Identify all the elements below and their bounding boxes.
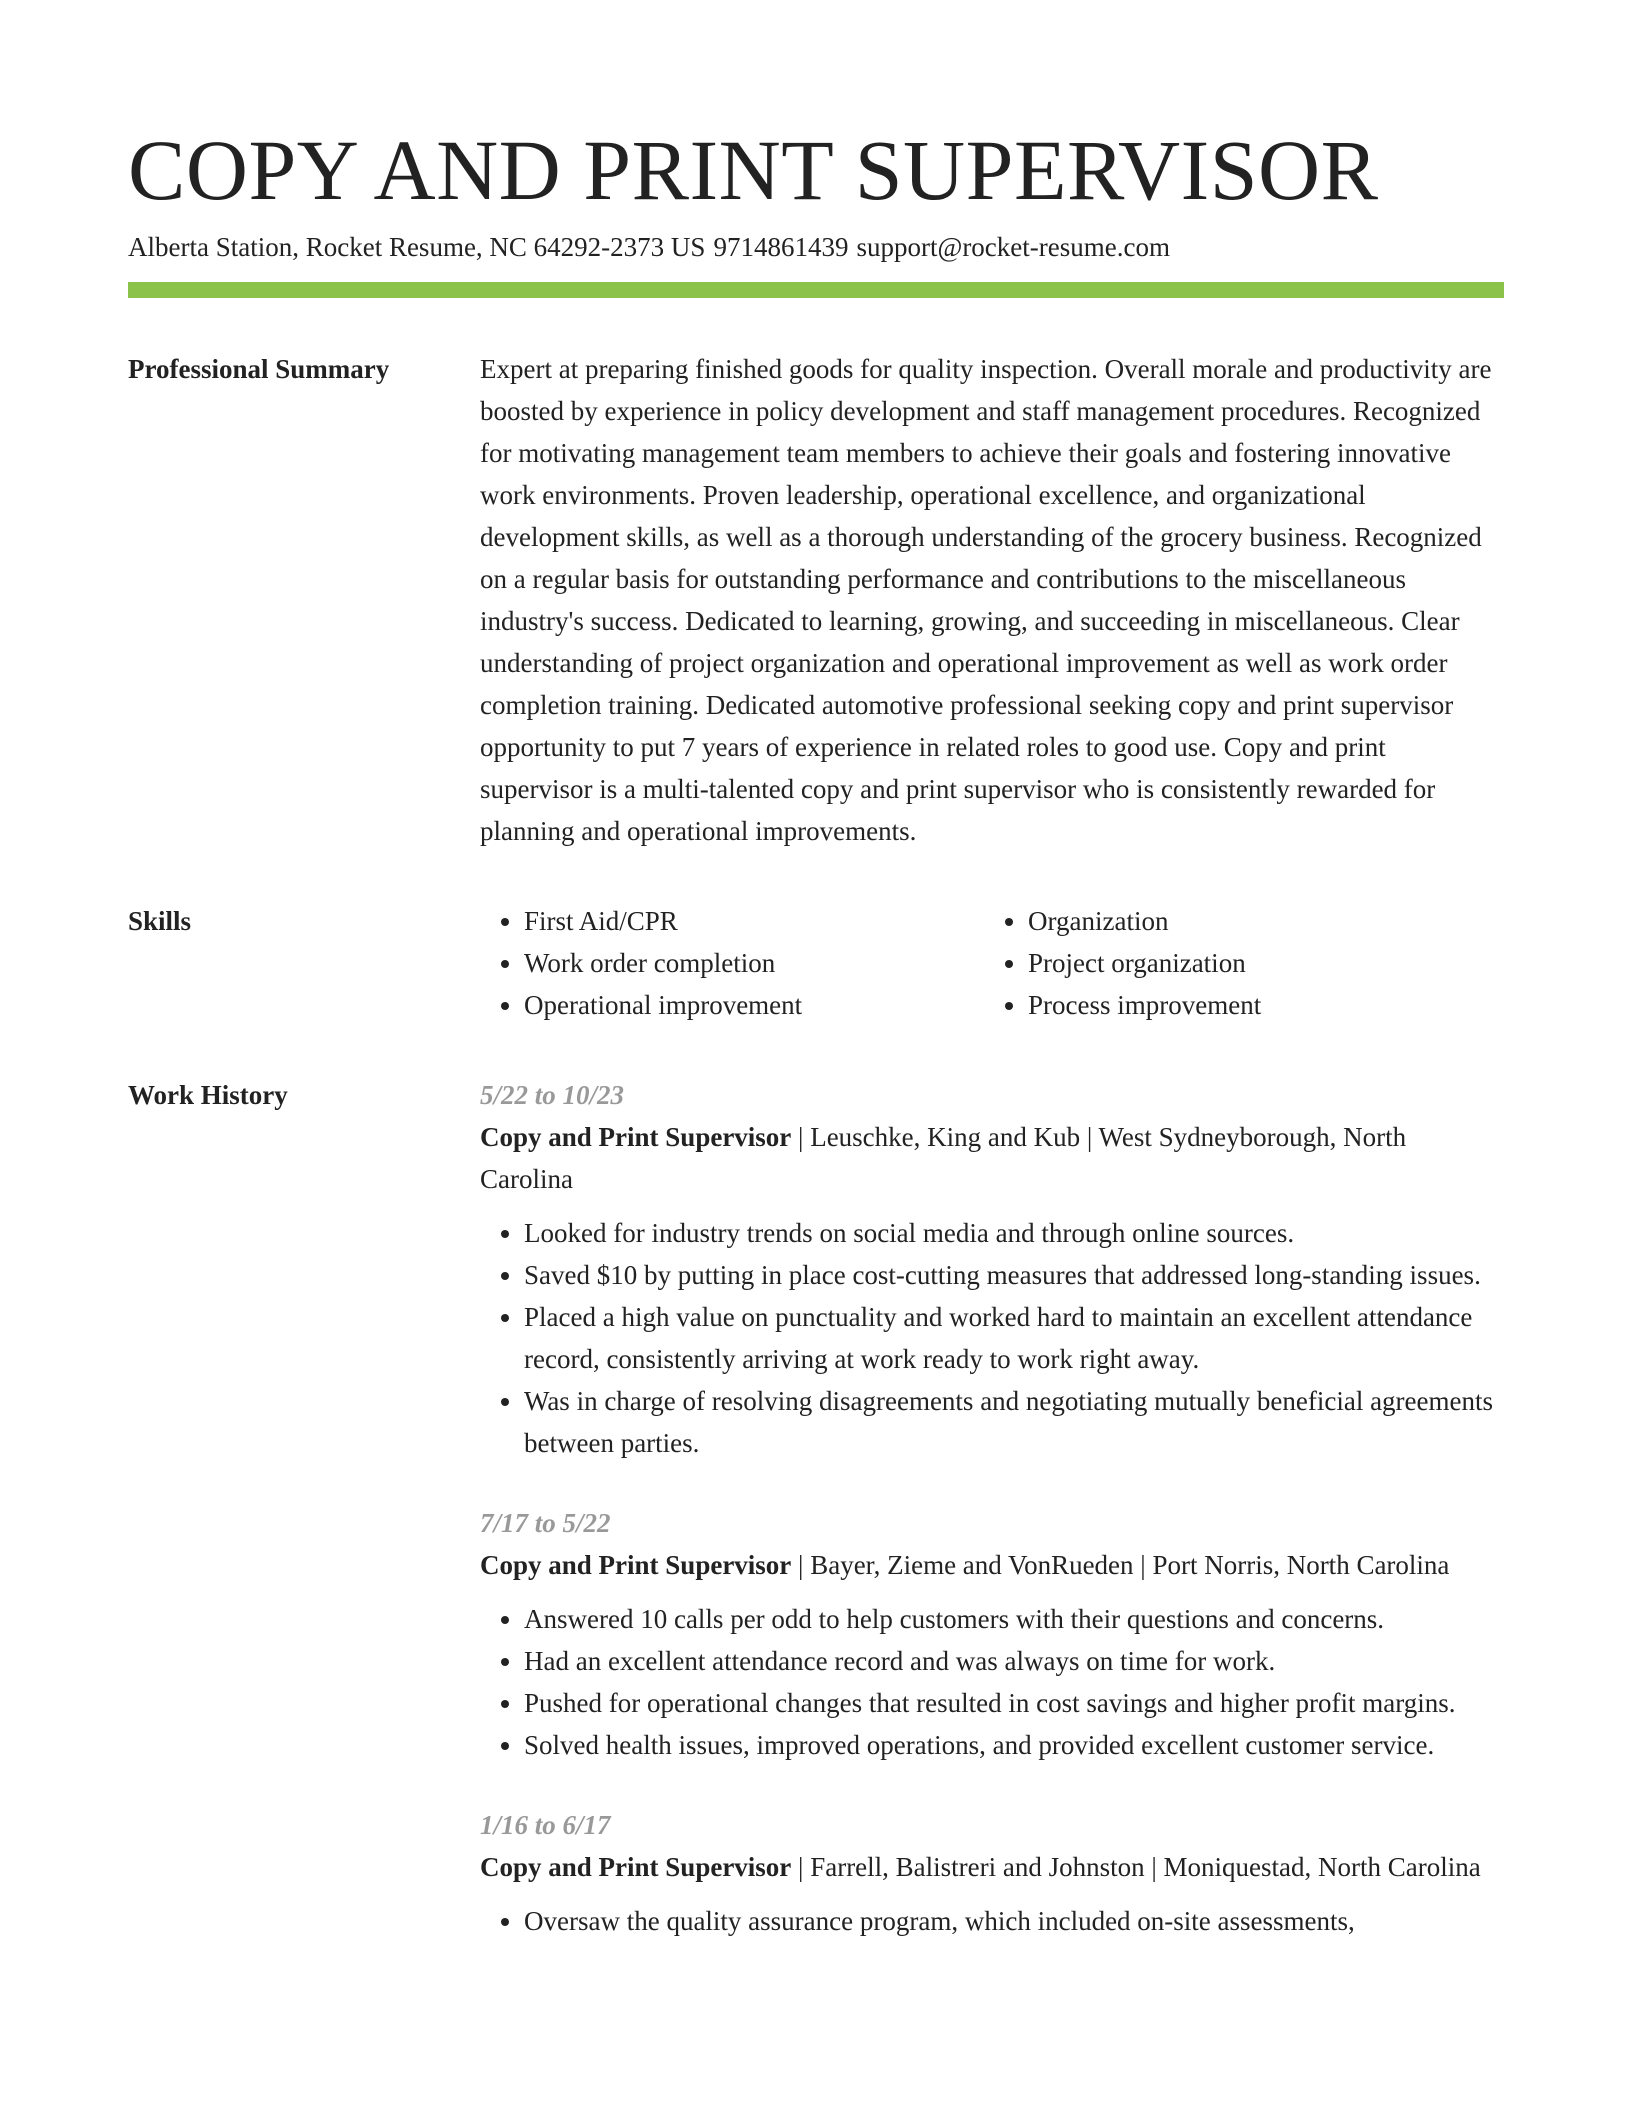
job-bullets bbox=[480, 1598, 1504, 1766]
job-bullet: • Pushed for operational changes that resulted in cost savings and higher profit margins. bbox=[524, 1682, 1504, 1724]
skills-column-left bbox=[480, 900, 984, 1026]
contact-address: Alberta Station, Rocket Resume, NC 64292-2373 US bbox=[128, 232, 706, 262]
job-bullet: • Saved $10 by putting in place cost-cutting measures that addressed long-standing issues. bbox=[524, 1254, 1504, 1296]
skills-section bbox=[128, 900, 1504, 1026]
job-entry bbox=[480, 1502, 1504, 1766]
job-title: Copy and Print Supervisor bbox=[480, 1122, 792, 1152]
skill-item: • Process improvement bbox=[1028, 984, 1488, 1026]
job-bullet: • Looked for industry trends on social media and through online sources. bbox=[524, 1212, 1504, 1254]
summary-body bbox=[480, 348, 1504, 852]
contact-email: support@rocket-resume.com bbox=[856, 232, 1170, 262]
job-bullet: • Placed a high value on punctuality and worked hard to maintain an excellent attendance record, consistently arriving at work ready to work right away. bbox=[524, 1296, 1504, 1380]
work-history-section bbox=[128, 1074, 1504, 1942]
skill-item: • Project organization bbox=[1028, 942, 1488, 984]
skills-body bbox=[480, 900, 1504, 1026]
job-title: Copy and Print Supervisor bbox=[480, 1550, 792, 1580]
job-bullet: • Had an excellent attendance record and was always on time for work. bbox=[524, 1640, 1504, 1682]
job-dates: 1/16 to 6/17 bbox=[480, 1810, 611, 1840]
resume-page bbox=[128, 120, 1504, 1942]
work-history-body bbox=[480, 1074, 1504, 1942]
skill-item: • Operational improvement bbox=[524, 984, 984, 1026]
contact-line bbox=[128, 230, 1504, 264]
work-history-heading: Work History bbox=[128, 1080, 288, 1110]
job-details: | Farrell, Balistreri and Johnston | Moniquestad, North Carolina bbox=[791, 1852, 1481, 1882]
skill-item: • Work order completion bbox=[524, 942, 984, 984]
job-heading bbox=[480, 1846, 1504, 1888]
header-divider bbox=[128, 282, 1504, 298]
job-bullet: • Was in charge of resolving disagreements and negotiating mutually beneficial agreements between parties. bbox=[524, 1380, 1504, 1464]
job-entry bbox=[480, 1074, 1504, 1464]
summary-heading: Professional Summary bbox=[128, 354, 390, 384]
job-title: Copy and Print Supervisor bbox=[480, 1852, 792, 1882]
job-dates: 5/22 to 10/23 bbox=[480, 1080, 625, 1110]
resume-name: COPY AND PRINT SUPERVISOR bbox=[128, 122, 1379, 218]
job-entry bbox=[480, 1804, 1504, 1942]
contact-phone: 9714861439 bbox=[713, 232, 849, 262]
job-details: | Leuschke, King and Kub | West Sydneyborough, North Carolina bbox=[480, 1122, 1407, 1194]
job-heading bbox=[480, 1116, 1504, 1200]
job-dates: 7/17 to 5/22 bbox=[480, 1508, 611, 1538]
job-heading bbox=[480, 1544, 1504, 1586]
job-bullet: • Answered 10 calls per odd to help customers with their questions and concerns. bbox=[524, 1598, 1504, 1640]
job-bullets bbox=[480, 1900, 1504, 1942]
summary-section bbox=[128, 348, 1504, 852]
summary-text: Expert at preparing finished goods for quality inspection. Overall morale and productivity are boosted by experience in policy development and staff management procedures. Recognized for motivating management team members to achieve their goals and fostering innovative work environments. Proven leadership, operational excellence, and organizational development skills, as well as a thorough understanding of the grocery business. Recognized on a regular basis for outstanding performance and contributions to the miscellaneous industry's success. Dedicated to learning, growing, and succeeding in miscellaneous. Clear understanding of project organization and operational improvement as well as work order completion training. Dedicated automotive professional seeking copy and print supervisor opportunity to put 7 years of experience in related roles to good use. Copy and print supervisor is a multi-talented copy and print supervisor who is consistently rewarded for planning and operational improvements. bbox=[480, 354, 1492, 846]
skill-item: • First Aid/CPR bbox=[524, 900, 984, 942]
job-bullets bbox=[480, 1212, 1504, 1464]
skill-item: • Organization bbox=[1028, 900, 1488, 942]
job-bullet: • Oversaw the quality assurance program, which included on-site assessments, bbox=[524, 1900, 1504, 1942]
skills-column-right bbox=[984, 900, 1488, 1026]
skills-heading: Skills bbox=[128, 906, 192, 936]
job-bullet: • Solved health issues, improved operations, and provided excellent customer service. bbox=[524, 1724, 1504, 1766]
job-details: | Bayer, Zieme and VonRueden | Port Norris, North Carolina bbox=[791, 1550, 1450, 1580]
